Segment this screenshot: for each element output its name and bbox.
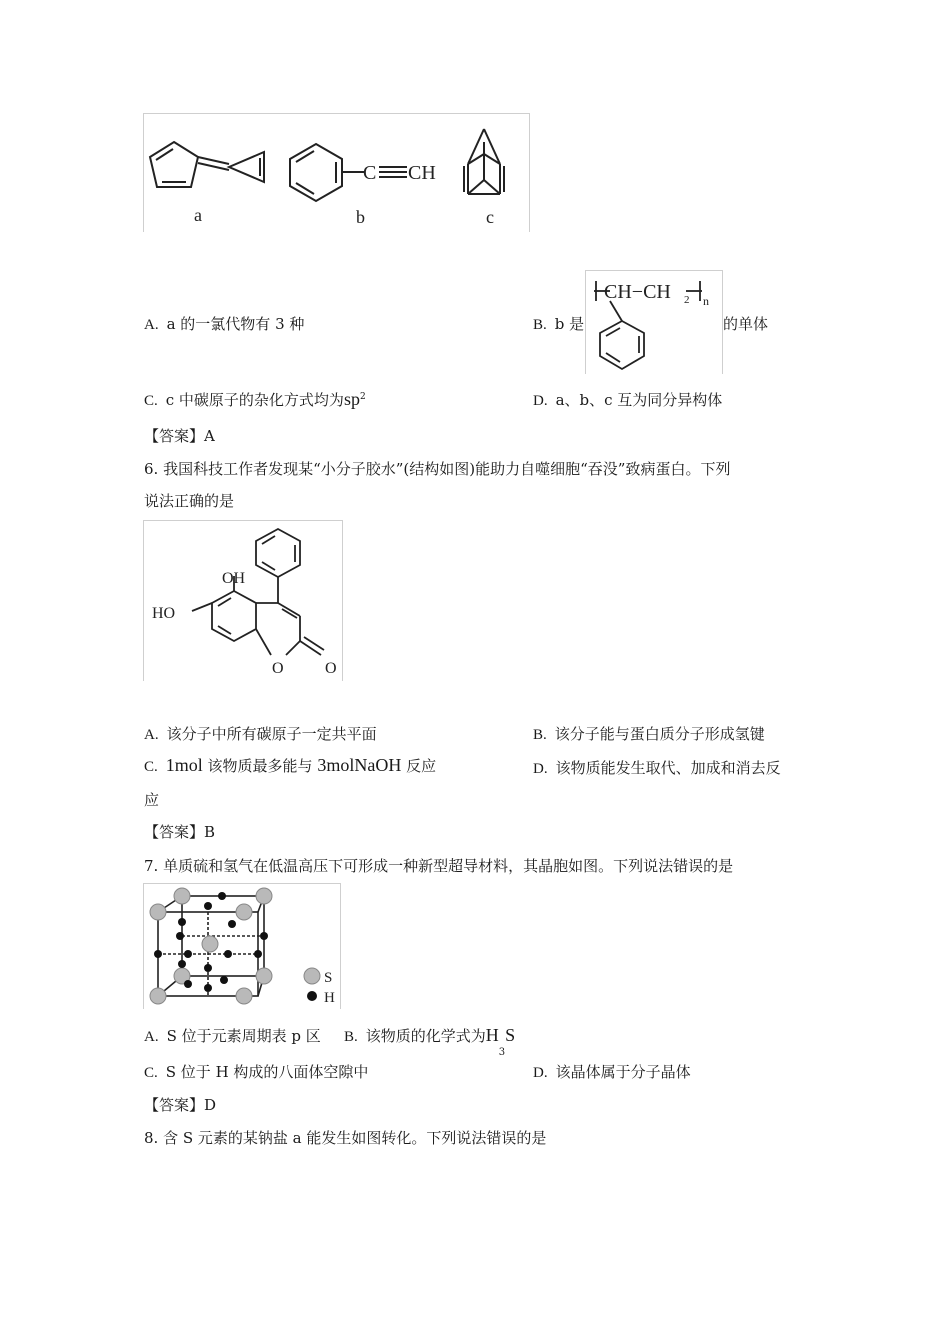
option-text: a 的一氯代物有 3 种 (166, 315, 305, 333)
label-c: c (486, 207, 494, 227)
structure-b (290, 144, 407, 201)
amount-1mol: 1mol (165, 755, 203, 775)
amount-naoh: 3molNaOH (317, 755, 402, 775)
label-b-ch: CH (408, 162, 436, 184)
option-text: S 位于元素周期表 p 区 (166, 1027, 321, 1045)
q7-crystal-figure (143, 883, 341, 1009)
polymer-structure-svg (586, 271, 722, 374)
option-text: S 位于 H 构成的八面体空隙中 (165, 1063, 369, 1081)
label-b: b (356, 207, 365, 227)
q6-option-a (144, 723, 377, 744)
q7-option-d (533, 1061, 691, 1082)
q6-answer: 【答案】B (144, 823, 216, 841)
q8-stem: 8. 含 S 元素的某钠盐 a 能发生如图转化。下列说法错误的是 (144, 1129, 547, 1147)
legend-h-label: H (324, 990, 335, 1006)
q5-structures-figure (143, 113, 530, 232)
q5-answer: 【答案】A (144, 427, 215, 445)
hybrid-sup: 2 (359, 392, 366, 402)
q7-option-b (344, 1025, 516, 1058)
option-letter: B. (533, 727, 547, 743)
label-a: a (194, 205, 202, 225)
molecule-svg (144, 521, 342, 681)
label-ring-o: O (272, 660, 284, 677)
q6-option-b (533, 723, 765, 744)
label-ho: HO (152, 605, 176, 622)
q5-polymer-figure (585, 270, 723, 374)
polymer-subscript: 2 (684, 294, 690, 306)
q7-option-c (144, 1061, 368, 1082)
polymer-n: n (703, 294, 709, 308)
label-carbonyl-o: O (325, 660, 337, 677)
option-letter: A. (144, 317, 159, 333)
structure-a (150, 142, 264, 187)
formula-h: H (485, 1025, 499, 1045)
option-text: 该物质能发生取代、加成和消去反 (555, 759, 781, 777)
option-letter: B. (533, 317, 547, 333)
label-b-c: C (363, 162, 377, 184)
q7-option-a (144, 1025, 321, 1046)
option-letter: A. (144, 727, 159, 743)
q6-molecule-figure (143, 520, 343, 681)
option-letter: C. (144, 759, 158, 775)
option-text: 该晶体属于分子晶体 (555, 1063, 691, 1081)
q5-option-c (144, 389, 366, 410)
option-text: a、b、c 互为同分异构体 (555, 391, 723, 409)
q5-option-d (533, 389, 722, 410)
q6-option-d (533, 757, 781, 778)
q6-stem-line1: 6. 我国科技工作者发现某“小分子胶水”(结构如图)能助力自噬细胞“吞没”致病蛋白。下列 (144, 460, 731, 478)
option-letter: D. (533, 1065, 548, 1081)
crystal-cell-svg (144, 884, 340, 1009)
option-letter: C. (144, 393, 158, 409)
option-text-pre: b 是 (554, 315, 585, 333)
legend-s-label: S (324, 970, 333, 986)
polymer-chain-text: CH−CH (604, 281, 671, 303)
option-letter: B. (344, 1029, 358, 1045)
q5-option-a (144, 313, 304, 334)
option-text-post: 的单体 (723, 315, 769, 333)
formula-sub: 3 (498, 1047, 506, 1058)
hybrid-formula: sp (343, 389, 360, 409)
formula-s: S (505, 1025, 516, 1045)
q6-option-d-wrap: 应 (144, 791, 160, 809)
option-text: c 中碳原子的杂化方式均为 (165, 391, 344, 409)
structure-c (464, 129, 504, 194)
option-letter: D. (533, 761, 548, 777)
option-letter: C. (144, 1065, 158, 1081)
legend-s-swatch (304, 968, 320, 984)
q5-option-b-post (723, 313, 768, 334)
q5-option-b (533, 313, 584, 334)
legend-h-swatch (307, 991, 317, 1001)
q7-answer: 【答案】D (144, 1096, 217, 1114)
q7-stem: 7. 单质硫和氢气在低温高压下可形成一种新型超导材料，其晶胞如图。下列说法错误的是 (144, 857, 734, 875)
label-oh: OH (222, 570, 246, 587)
q5-structures-svg (144, 114, 529, 232)
q6-stem-line2: 说法正确的是 (144, 492, 235, 510)
option-text: 该物质的化学式为 (365, 1027, 486, 1045)
option-letter: A. (144, 1029, 159, 1045)
option-text: 该分子能与蛋白质分子形成氢键 (554, 725, 765, 743)
option-letter: D. (533, 393, 548, 409)
option-text-mid: 该物质最多能与 (202, 757, 318, 775)
option-text: 该分子中所有碳原子一定共平面 (166, 725, 377, 743)
q6-option-c (144, 755, 436, 776)
option-text-end: 反应 (401, 757, 437, 775)
